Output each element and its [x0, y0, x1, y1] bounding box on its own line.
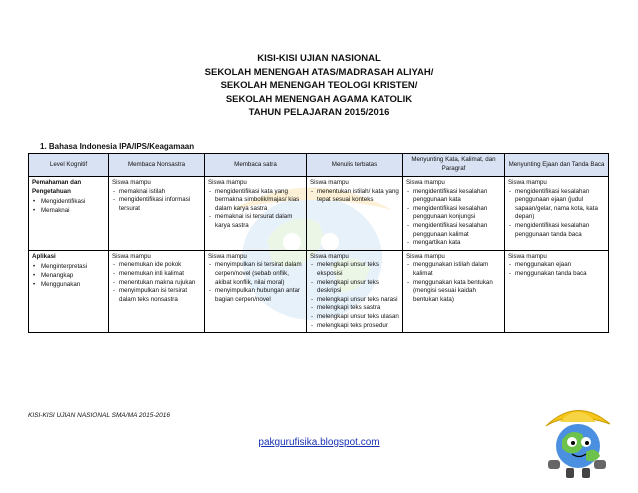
- indicator-item: - mengidentifikasi kesalahan penggunaan ejaan (judul sapaan/gelar, nama kota, kata depan): [508, 188, 605, 222]
- cell-intro: Siswa mampu: [508, 252, 547, 260]
- indicator-list: [310, 261, 399, 330]
- indicator-item: - menyimpulkan isi tersirat dalam cerpen/novel (sebab onflik, akibat konflik, nilai moral): [208, 261, 303, 287]
- cell-intro: Siswa mampu: [112, 252, 151, 260]
- level-cell: [29, 250, 109, 332]
- column-header: Menulis terbatas: [307, 154, 403, 177]
- indicator-cell: [109, 177, 205, 251]
- indicator-item: - menggunakan kata bentukan (mengisi sesuai kaidah bentukan kata): [406, 279, 501, 305]
- indicator-item: - memaknai istilah: [112, 188, 201, 197]
- level-list: [32, 198, 105, 215]
- level-list: [32, 263, 105, 289]
- title-line: SEKOLAH MENENGAH AGAMA KATOLIK: [225, 93, 413, 105]
- cell-intro: Siswa mampu: [310, 179, 349, 186]
- column-header: Menyunting Kata, Kalimat, dan Paragraf: [403, 154, 505, 177]
- title-line: TAHUN PELAJARAN 2015/2016: [248, 107, 390, 119]
- indicator-item: - mengidentifikasi kesalahan penggunaan kata: [406, 188, 501, 205]
- indicator-item: - melengkapi unsur teks eksposisi: [310, 261, 399, 278]
- indicator-item: - menemukan ide pokok: [112, 261, 201, 270]
- indicator-cell: [307, 177, 403, 251]
- cell-intro: Siswa mampu: [310, 252, 349, 260]
- column-header: Membaca Nonsastra: [109, 154, 205, 177]
- indicator-item: - melengkapi teks sastra: [310, 304, 399, 313]
- cell-intro: Siswa mampu: [208, 252, 247, 260]
- indicator-item: - menemukan inti kalimat: [112, 270, 201, 279]
- indicator-item: - menggunakan tanda baca: [508, 270, 605, 279]
- indicator-item: - menentukan istilah/ kata yang tepat sesuai konteks: [310, 188, 399, 205]
- indicator-item: - menentukan makna rujukan: [112, 279, 201, 288]
- indicator-cell: [109, 250, 205, 332]
- indicator-cell: [505, 250, 609, 332]
- indicator-item: - mengidentifikasi kesalahan penggunaan konjungsi: [406, 205, 501, 222]
- table-header-row: [29, 154, 609, 177]
- cell-intro: Siswa mampu: [208, 179, 247, 186]
- level-title: Pemahaman dan Pengetahuan: [32, 179, 82, 195]
- indicator-item: - mengidentifikasi informasi tersurat: [112, 196, 201, 213]
- kisi-kisi-table: [28, 153, 609, 333]
- footer-note: KISI-KISI UJIAN NASIONAL SMA/MA 2015-2016: [28, 412, 170, 419]
- indicator-list: [208, 261, 303, 304]
- level-title: Aplikasi: [32, 252, 56, 260]
- table-row: [29, 250, 609, 332]
- indicator-list: [112, 261, 201, 304]
- column-header: Level Kognitif: [29, 154, 109, 177]
- level-item: • Mengidentifikasi: [32, 198, 105, 207]
- indicator-item: - mengidentifikasi kata yang bermakna simbolik/majas/ kias dalam karya sastra: [208, 188, 303, 214]
- indicator-item: - mengidentifikasi kesalahan penggunaan tanda baca: [508, 222, 605, 239]
- cell-intro: Siswa mampu: [406, 179, 445, 186]
- level-cell: [29, 177, 109, 251]
- indicator-list: [406, 261, 501, 304]
- document-title: [0, 52, 638, 120]
- title-line: SEKOLAH MENENGAH ATAS/MADRASAH ALIYAH/: [204, 66, 434, 78]
- level-item: • Memaknai: [32, 207, 105, 216]
- section-heading: 1. Bahasa Indonesia IPA/IPS/Keagamaan: [40, 142, 195, 151]
- column-header: Menyunting Ejaan dan Tanda Baca: [505, 154, 609, 177]
- indicator-item: - menggunakan istilah dalam kalimat: [406, 261, 501, 278]
- indicator-list: [208, 188, 303, 231]
- globe-mascot-icon: [538, 400, 616, 480]
- title-line: SEKOLAH MENENGAH TEOLOGI KRISTEN/: [220, 80, 418, 92]
- indicator-cell: [205, 250, 307, 332]
- column-header: Membaca satra: [205, 154, 307, 177]
- indicator-list: [508, 261, 605, 278]
- indicator-list: [406, 188, 501, 248]
- indicator-item: - melengkapi unsur teks ulasan: [310, 313, 399, 322]
- indicator-cell: [403, 177, 505, 251]
- indicator-item: - mengidentifikasi kesalahan penggunaan kalimat: [406, 222, 501, 239]
- indicator-item: - melengkapi unsur teks narasi: [310, 296, 399, 305]
- title-line: KISI-KISI UJIAN NASIONAL: [257, 53, 381, 64]
- table-row: [29, 177, 609, 251]
- indicator-cell: [505, 177, 609, 251]
- cell-intro: Siswa mampu: [406, 252, 445, 260]
- indicator-cell: [205, 177, 307, 251]
- indicator-list: [508, 188, 605, 240]
- indicator-item: - menggunakan ejaan: [508, 261, 605, 270]
- cell-intro: Siswa mampu: [112, 179, 151, 186]
- level-item: • Menangkap: [32, 272, 105, 281]
- level-item: • Menginterpretasi: [32, 263, 105, 272]
- indicator-cell: [403, 250, 505, 332]
- indicator-item: - menyimpulkan hubungan antar bagian cerpen/novel: [208, 287, 303, 304]
- indicator-item: - memaknai isi tersurat dalam karya sastra: [208, 213, 303, 230]
- indicator-list: [112, 188, 201, 214]
- indicator-item: - mengartikan kata: [406, 239, 501, 248]
- cell-intro: Siswa mampu: [508, 179, 547, 186]
- indicator-item: - menyimpulkan isi tersirat dalam teks nonsastra: [112, 287, 201, 304]
- indicator-item: - melengkapi unsur teks deskripsi: [310, 279, 399, 296]
- blog-link[interactable]: pakgurufisika.blogspot.com: [258, 437, 380, 448]
- indicator-item: - melengkapi teks prosedur: [310, 322, 399, 331]
- level-item: • Menggunakan: [32, 281, 105, 290]
- indicator-cell: [307, 250, 403, 332]
- indicator-list: [310, 188, 399, 205]
